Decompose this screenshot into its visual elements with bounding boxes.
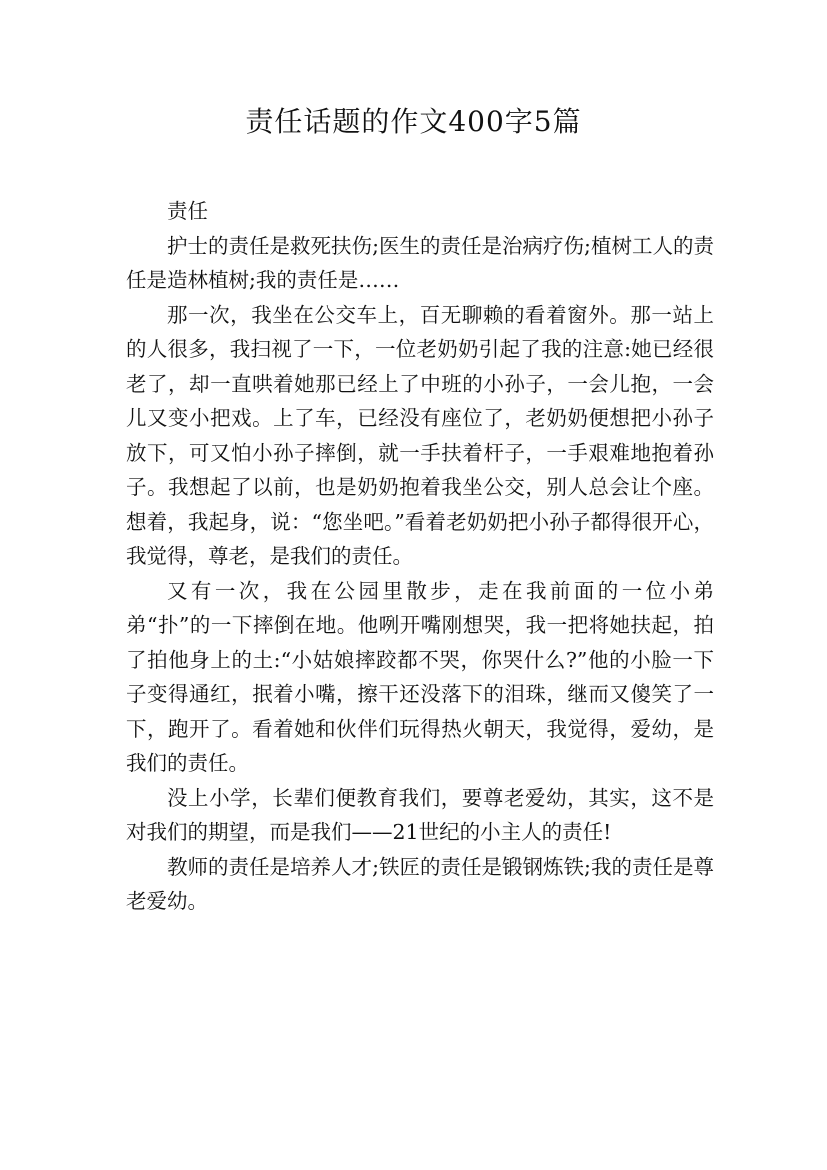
paragraph-heading: 责任 [167,199,208,223]
paragraph: 护士的责任是救死扶伤;医生的责任是治病疗伤;植树工人的责任是造林植树;我的责任是…… [126,233,714,292]
paragraph: 又有一次，我在公园里散步，走在我前面的一位小弟弟“扑”的一下摔倒在地。他咧开嘴刚想哭，我一把将她扶起，拍了拍他身上的土:“小姑娘摔跤都不哭，你哭什么?”他的小脸一下子变得通红，抿着小嘴，擦干还没落下的泪珠，继而又傻笑了一下，跑开了。看着她和伙伴们玩得热火朝天，我觉得，爱幼，是我们的责任。 [126,578,714,775]
paragraph: 没上小学，长辈们便教育我们，要尊老爱幼，其实，这不是对我们的期望，而是我们——21世纪的小主人的责任! [126,785,714,844]
document-title: 责任话题的作文400字5篇 [245,105,582,138]
paragraph: 那一次，我坐在公交车上，百无聊赖的看着窗外。那一站上的人很多，我扫视了一下，一位老奶奶引起了我的注意:她已经很老了，却一直哄着她那已经上了中班的小孙子，一会儿抱，一会儿又变小把戏。上了车，已经没有座位了，老奶奶便想把小孙子放下，可又怕小孙子摔倒，就一手扶着杆子，一手艰难地抱着孙子。我想起了以前，也是奶奶抱着我坐公交，别人总会让个座。想着，我起身，说：“您坐吧。”看着老奶奶把小孙子都得很开心，我觉得，尊老，是我们的责任。 [126,302,714,568]
document-body [126,194,714,919]
paragraph: 教师的责任是培养人才;铁匠的责任是锻钢炼铁;我的责任是尊老爱幼。 [126,854,714,913]
